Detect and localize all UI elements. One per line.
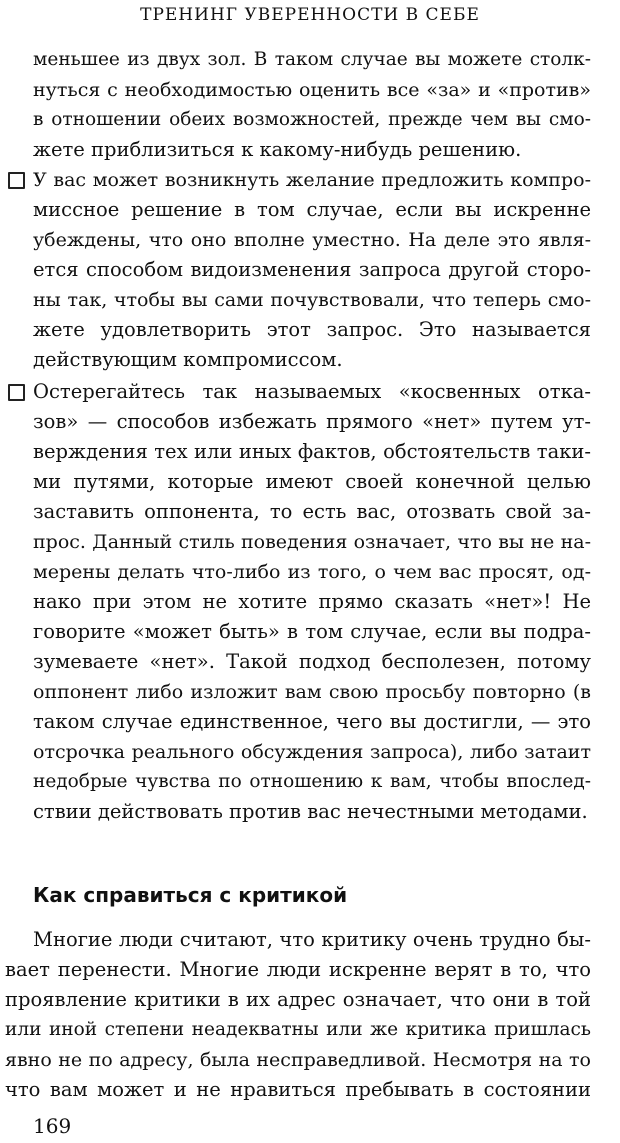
text-line: зов» — способов избежать прямого «нет» путем ут- xyxy=(33,410,591,433)
text-line: ми путями, которые имеют своей конечной целью xyxy=(33,470,591,493)
text-line: вает перенести. Многие люди искренне верят в то, что xyxy=(5,958,591,981)
text-line: меньшее из двух зол. В таком случае вы можете столк- xyxy=(33,49,591,70)
text-line: мерены делать что-либо из того, о чем вас просят, од- xyxy=(33,561,591,583)
text-line: говорите «может быть» в том случае, если вы подра- xyxy=(33,620,591,643)
section-heading: Как справиться с критикой xyxy=(33,883,348,907)
text-line: в отношении обеих возможностей, прежде чем вы смо- xyxy=(33,109,591,130)
text-line: отсрочка реального обсуждения запроса), либо затаит xyxy=(33,741,591,763)
text-line: миссное решение в том случае, если вы искренне xyxy=(33,198,591,221)
text-line: нуться с необходимостью оценить все «за» и «против» xyxy=(33,79,591,101)
text-line: верждения тех или иных фактов, обстоятельств таки- xyxy=(33,440,591,463)
text-line: явно не по адресу, была несправедливой. Несмотря на то xyxy=(5,1049,591,1071)
text-line: прос. Данный стиль поведения означает, что вы не на- xyxy=(33,531,591,553)
text-line: заставить оппонента, то есть вас, отозвать свой за- xyxy=(33,500,591,523)
running-header: ТРЕНИНГ УВЕРЕННОСТИ В СЕБЕ xyxy=(140,5,480,25)
text-line: нако при этом не хотите прямо сказать «нет»! Не xyxy=(33,590,591,613)
text-line: ны так, чтобы вы сами почувствовали, что теперь смо- xyxy=(33,289,591,311)
text-line: убеждены, что оно вполне уместно. На деле это явля- xyxy=(33,229,591,251)
text-line: ствии действовать против вас нечестными методами. xyxy=(33,800,588,823)
text-line: таком случае единственное, чего вы достигли, — это xyxy=(33,710,591,733)
text-line: что вам может и не нравиться пребывать в состоянии xyxy=(5,1078,591,1101)
checkbox-bullet-icon xyxy=(8,384,25,401)
text-line: действующим компромиссом. xyxy=(33,348,343,371)
text-line: оппонент либо изложит вам свою просьбу повторно (в xyxy=(33,681,591,703)
text-line: ется способом видоизменения запроса другой сторо- xyxy=(33,258,591,281)
text-line: Многие люди считают, что критику очень трудно бы- xyxy=(33,928,591,951)
text-line: У вас может возникнуть желание предложить компро- xyxy=(33,169,591,191)
text-line: жете удовлетворить этот запрос. Это называется xyxy=(33,318,591,341)
text-line: недобрые чувства по отношению к вам, чтобы впослед- xyxy=(33,771,591,792)
text-line: или иной степени неадекватны или же критика пришлась xyxy=(5,1019,591,1040)
text-line: проявление критики в их адрес означает, что они в той xyxy=(5,988,591,1011)
text-line: жете приблизиться к какому-нибудь решению. xyxy=(33,138,522,161)
checkbox-bullet-icon xyxy=(8,172,25,189)
text-line: зумеваете «нет». Такой подход бесполезен, потому xyxy=(33,650,591,673)
page-number: 169 xyxy=(33,1114,72,1138)
text-line: Остерегайтесь так называемых «косвенных отка- xyxy=(33,380,591,403)
